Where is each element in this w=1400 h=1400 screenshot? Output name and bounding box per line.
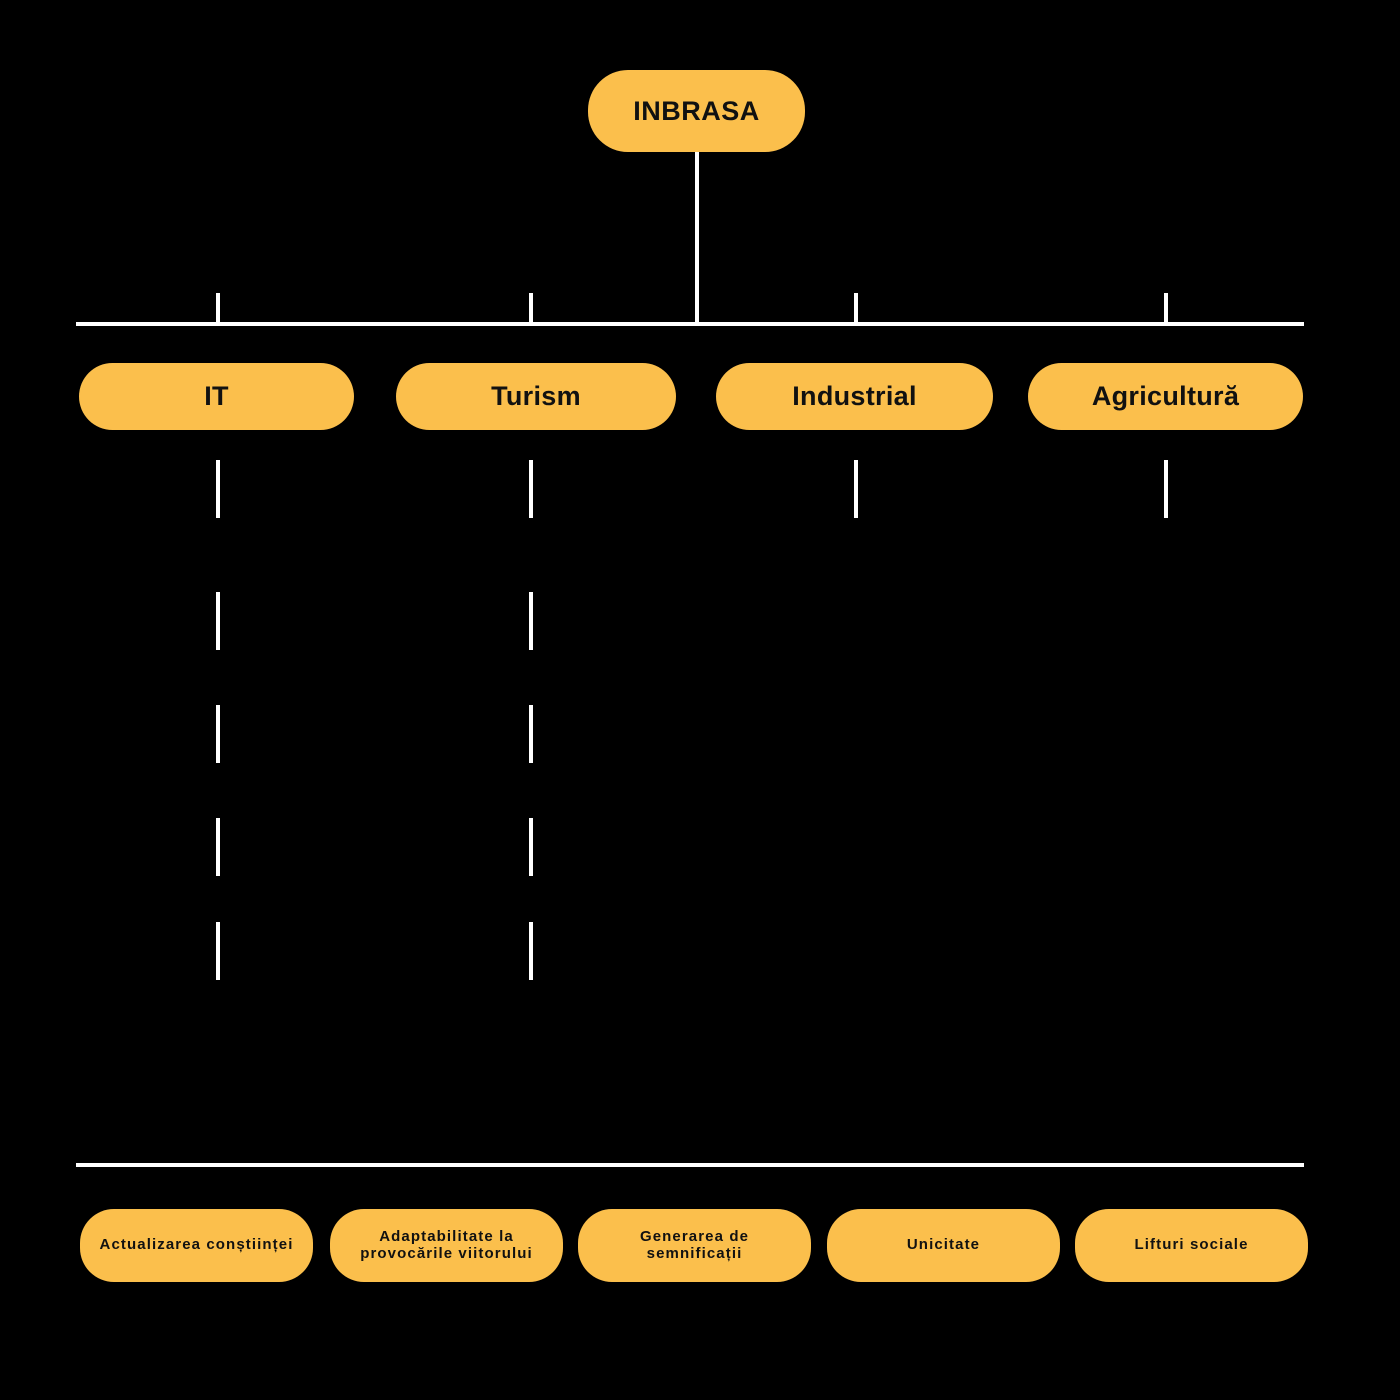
node-leaf-lifturi-sociale[interactable] bbox=[1075, 1209, 1308, 1282]
node-leaf-5-label: Lifturi sociale bbox=[1134, 1236, 1249, 1254]
node-root-label: INBRASA bbox=[633, 95, 760, 126]
connector-dashed-turism bbox=[529, 460, 533, 980]
connector-branch-stub-industrial bbox=[854, 293, 858, 325]
node-leaf-3-label: Generarea de semnificații bbox=[639, 1227, 750, 1262]
connector-dashed-agricultura bbox=[1164, 460, 1168, 518]
connector-level1-bus bbox=[76, 322, 1304, 326]
connector-root-stem bbox=[695, 152, 699, 324]
node-branch-turism-label: Turism bbox=[491, 381, 581, 412]
node-branch-turism[interactable] bbox=[396, 363, 676, 430]
node-leaf-actualizarea-constiintei[interactable] bbox=[80, 1209, 313, 1282]
node-branch-agricultura[interactable] bbox=[1028, 363, 1303, 430]
node-leaf-generarea-de-semnificatii[interactable] bbox=[578, 1209, 811, 1282]
node-leaf-1-label: Actualizarea conștiinței bbox=[99, 1236, 294, 1254]
connector-branch-stub-turism bbox=[529, 293, 533, 325]
connector-dashed-it bbox=[216, 460, 220, 980]
node-branch-industrial-label: Industrial bbox=[792, 381, 917, 412]
node-root[interactable] bbox=[588, 70, 805, 152]
connector-branch-stub-it bbox=[216, 293, 220, 325]
node-branch-industrial[interactable] bbox=[716, 363, 993, 430]
node-branch-agricultura-label: Agricultură bbox=[1091, 381, 1240, 412]
node-leaf-2-label: Adaptabilitate la provocările viitorului bbox=[360, 1227, 533, 1262]
connector-dashed-industrial bbox=[854, 460, 858, 518]
node-branch-it[interactable] bbox=[79, 363, 354, 430]
node-leaf-unicitate[interactable] bbox=[827, 1209, 1060, 1282]
connector-branch-stub-agricultura bbox=[1164, 293, 1168, 325]
node-leaf-adaptabilitate[interactable] bbox=[330, 1209, 563, 1282]
node-leaf-4-label: Unicitate bbox=[906, 1236, 981, 1254]
connector-leaf-bus bbox=[76, 1163, 1304, 1167]
node-branch-it-label: IT bbox=[204, 381, 229, 412]
